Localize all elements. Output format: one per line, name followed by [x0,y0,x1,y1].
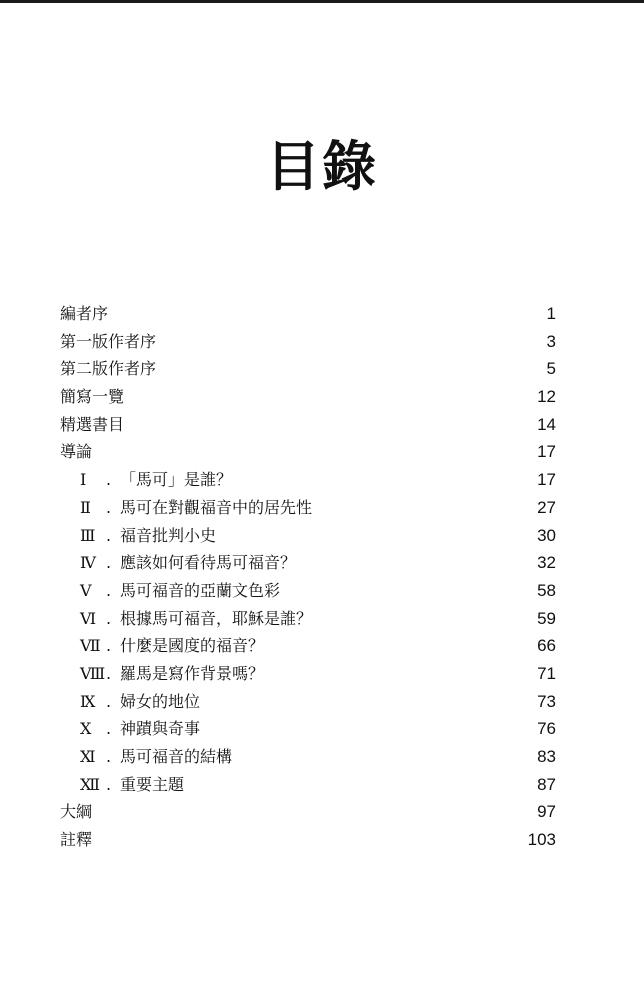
toc-page-number: 83 [537,747,556,766]
toc-roman-numeral: Ⅶ [80,636,101,656]
toc-entry-label: 婦女的地位 [120,691,201,711]
toc-entry[interactable] [60,411,556,439]
toc-entry-label: 簡寫一覽 [60,387,125,407]
toc-numeral-period: . [106,525,112,545]
toc-numeral-period: . [106,774,112,794]
toc-subentry[interactable] [60,577,556,605]
toc-roman-numeral: Ⅰ [80,470,87,490]
toc-page-number: 32 [537,553,556,573]
toc-entry-label: 重要主題 [120,774,185,794]
toc-entry[interactable] [60,355,556,383]
toc-subentry[interactable] [60,605,556,633]
toc-entry-label: 福音批判小史 [120,525,217,545]
toc-subentry[interactable] [60,660,556,688]
toc-entry-label: 應該如何看待馬可福音？ [120,553,297,573]
toc-page-number: 27 [537,497,556,517]
toc-numeral-period: . [106,553,112,573]
toc-entry-label: 「馬可」是誰？ [120,470,233,490]
toc-subentry[interactable] [60,466,556,494]
toc-page-number: 14 [537,414,556,434]
toc-entry[interactable] [60,383,556,411]
toc-page-number: 17 [537,470,556,490]
toc-entry[interactable] [60,300,556,328]
toc-roman-numeral: Ⅷ [80,663,106,683]
toc-numeral-period: . [106,580,112,600]
toc-page-number: 3 [546,331,556,351]
toc-entry-label: 馬可福音的結構 [120,747,233,766]
toc-subentry[interactable] [60,632,556,660]
toc-subentry[interactable] [60,494,556,522]
toc-entry-label: 精選書目 [60,414,125,434]
toc-numeral-period: . [106,497,112,517]
toc-entry[interactable] [60,328,556,356]
toc-entry-label: 註釋 [60,830,93,850]
toc-roman-numeral: Ⅲ [80,525,96,545]
toc-entry-label: 第一版作者序 [60,331,157,351]
toc-page-number: 103 [527,830,556,850]
toc-subentry[interactable] [60,549,556,577]
toc-subentry[interactable] [60,771,556,799]
toc-numeral-period: . [106,691,112,711]
toc-subentry[interactable] [60,715,556,743]
toc-entry-label: 馬可福音的亞蘭文色彩 [120,580,281,600]
toc-subentry[interactable] [60,522,556,550]
toc-roman-numeral: Ⅴ [80,580,92,600]
toc-subentry[interactable] [60,688,556,716]
toc-numeral-period: . [106,719,112,739]
page-title: 目錄 [266,135,378,198]
top-rule [0,0,644,3]
toc-entry-label: 羅馬是寫作背景嗎？ [120,663,265,683]
toc-roman-numeral: Ⅸ [80,691,96,711]
toc-page-number: 66 [537,636,556,656]
toc-page-number: 58 [537,580,556,600]
toc-page-number: 30 [537,525,556,545]
toc-numeral-period: . [106,747,112,766]
toc-entry[interactable] [60,438,556,466]
toc-entry-label: 編者序 [60,304,109,323]
toc-page-number: 12 [537,387,556,407]
toc-page-number: 76 [537,719,556,739]
toc-page-number: 73 [537,691,556,711]
toc-roman-numeral: Ⅱ [80,497,91,517]
toc-numeral-period: . [106,608,112,628]
toc-entry[interactable] [60,826,556,854]
toc-entry[interactable] [60,798,556,826]
toc-roman-numeral: Ⅺ [80,747,96,766]
toc-roman-numeral: Ⅹ [80,719,92,739]
toc-page-number: 5 [546,359,556,379]
toc-entry-label: 導論 [60,442,93,462]
toc-page-number: 71 [537,663,556,683]
table-of-contents [60,300,556,854]
toc-page-number: 1 [546,304,556,323]
toc-entry-label: 馬可在對觀福音中的居先性 [120,497,313,517]
toc-roman-numeral: Ⅳ [80,553,96,573]
toc-roman-numeral: Ⅵ [80,608,97,628]
toc-entry-label: 神蹟與奇事 [120,719,201,739]
toc-entry-label: 第二版作者序 [60,359,157,379]
toc-entry-label: 大綱 [60,802,93,822]
toc-numeral-period: . [106,636,112,656]
toc-page-number: 17 [537,442,556,462]
toc-subentry[interactable] [60,743,556,771]
toc-numeral-period: . [106,663,112,683]
toc-entry-label: 什麼是國度的福音？ [120,636,265,656]
toc-page-number: 87 [537,774,556,794]
toc-page-number: 97 [537,802,556,822]
toc-entry-label: 根據馬可福音，耶穌是誰？ [120,608,313,628]
toc-page-number: 59 [537,608,556,628]
toc-roman-numeral: Ⅻ [80,774,101,794]
toc-numeral-period: . [106,470,112,490]
